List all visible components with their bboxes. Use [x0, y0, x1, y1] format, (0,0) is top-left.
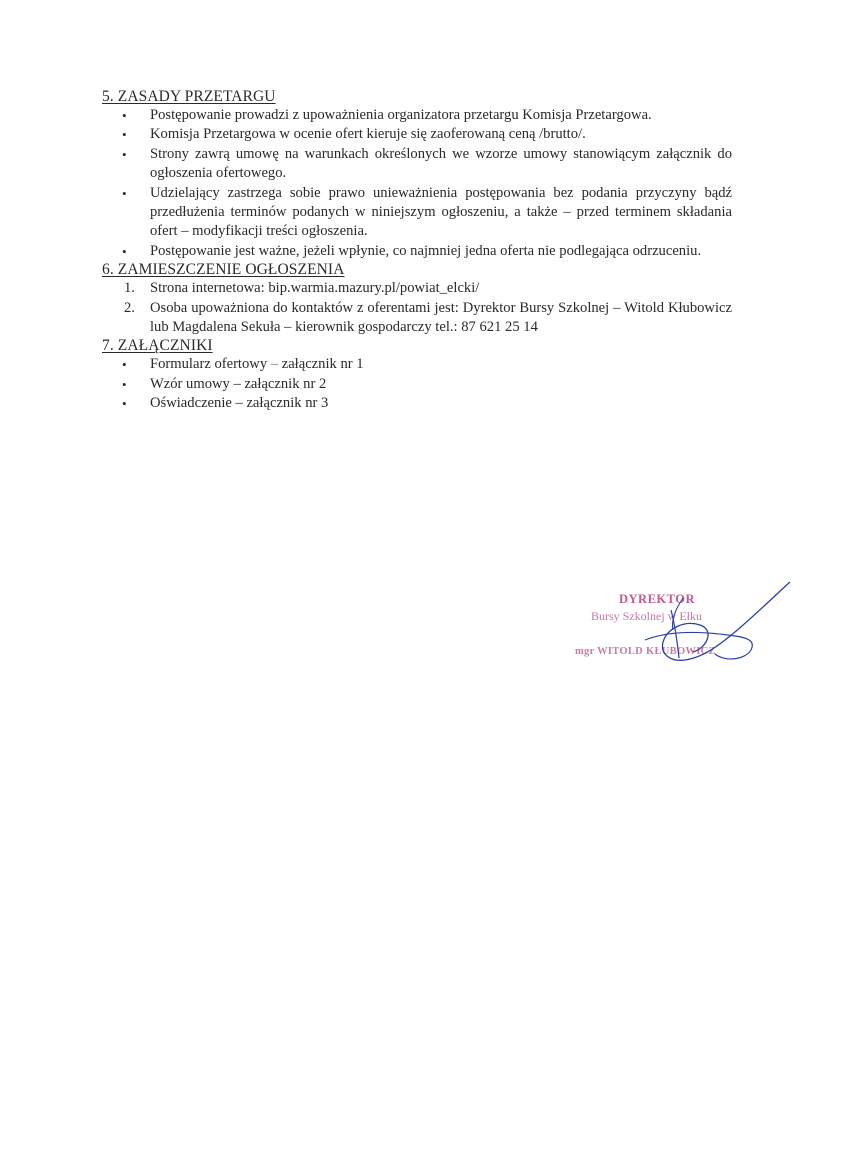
zamieszczenie-list	[102, 279, 732, 337]
list-item: • Komisja Przetargowa w ocenie ofert kieruje się zaoferowaną ceną /brutto/.	[102, 125, 732, 144]
bullet-icon: •	[122, 376, 127, 392]
list-number: 1.	[124, 280, 135, 297]
list-item: • Formularz ofertowy – załącznik nr 1	[102, 355, 732, 374]
list-item: • Postępowanie prowadzi z upoważnienia organizatora przetargu Komisja Przetargowa.	[102, 106, 732, 125]
handwritten-signature-icon	[575, 580, 800, 670]
bullet-icon: •	[122, 243, 127, 259]
list-item: • Oświadczenie – załącznik nr 3	[102, 394, 732, 413]
zasady-list	[102, 106, 732, 261]
bullet-icon: •	[122, 396, 127, 412]
document-content	[102, 88, 732, 414]
section-title-zalaczniki: 7. ZAŁĄCZNIKI	[102, 337, 213, 355]
section-title-zasady-przetargu: 5. ZASADY PRZETARGU	[102, 88, 276, 105]
list-item: • Postępowanie jest ważne, jeżeli wpłynie, co najmniej jedna oferta nie podlegająca odrzuceniu.	[102, 242, 732, 261]
list-item: • Wzór umowy – załącznik nr 2	[102, 375, 732, 394]
list-item: 1. Strona internetowa: bip.warmia.mazury.pl/powiat_elcki/	[102, 279, 732, 298]
list-item: 2. Osoba upoważniona do kontaktów z oferentami jest: Dyrektor Bursy Szkolnej – Witold Kłubowicz lub Magdalena Sekuła – kierownik gospodarczy tel.: 87 621 25 14	[124, 299, 732, 336]
section-title-zamieszczenie-ogloszenia: 6. ZAMIESZCZENIE OGŁOSZENIA	[102, 261, 345, 279]
list-item: • Strony zawrą umowę na warunkach określonych we wzorze umowy stanowiącym załącznik do ogłoszenia ofertowego.	[122, 145, 732, 182]
bullet-icon: •	[122, 185, 127, 201]
list-number: 2.	[124, 299, 135, 316]
zalaczniki-list	[102, 355, 732, 413]
list-item: • Udzielający zastrzega sobie prawo unieważnienia postępowania bez podania przyczyny bądź przedłużenia terminów podanych w niniejszym ogłoszeniu, a także – przed terminem składania ofert – modyfikacji treści ogłoszenia.	[122, 184, 732, 240]
bullet-icon: •	[122, 108, 127, 123]
stamp-title: DYREKTOR	[619, 592, 696, 606]
bullet-icon: •	[122, 127, 127, 143]
stamp-name: mgr WITOLD KŁUBOWICZ	[575, 646, 716, 657]
stamp-subtitle: Bursy Szkolnej w Ełku	[591, 609, 702, 623]
bullet-icon: •	[122, 357, 127, 373]
bullet-icon: •	[122, 146, 127, 162]
signature-stamp	[575, 580, 800, 670]
